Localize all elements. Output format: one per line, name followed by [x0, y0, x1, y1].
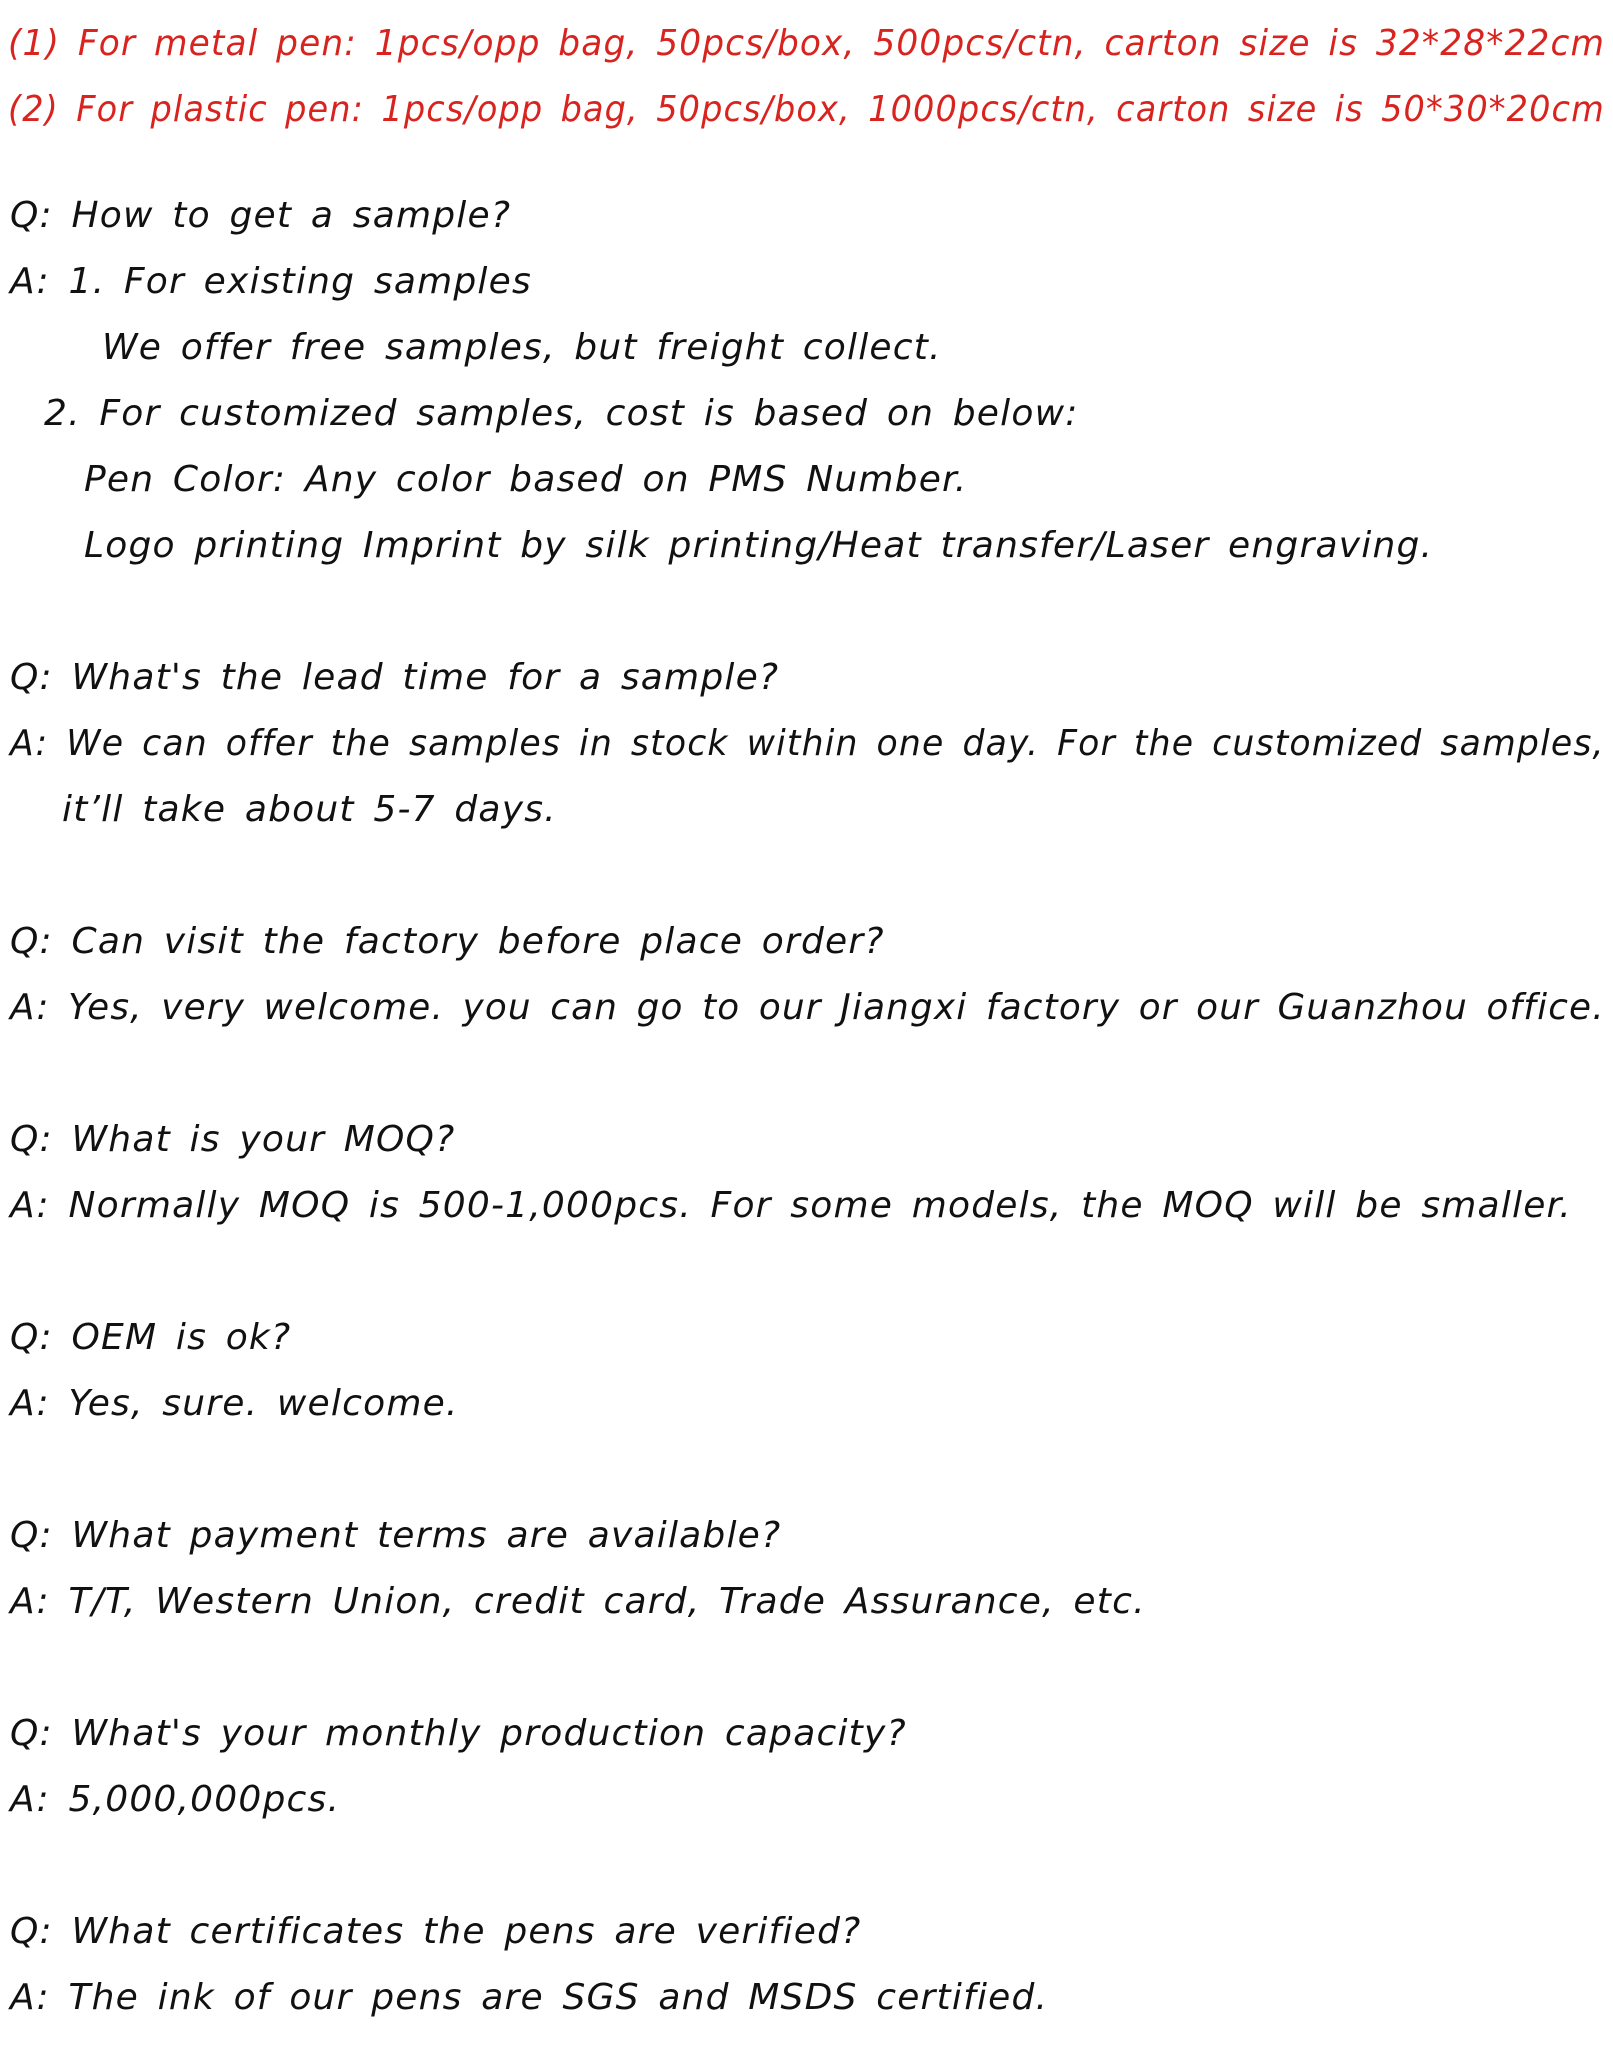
answer-sample-existing: A: 1. For existing samples — [10, 261, 532, 302]
question-payment-terms: Q: What payment terms are available? — [10, 1515, 782, 1556]
question-lead-time: Q: What's the lead time for a sample? — [10, 657, 780, 698]
question-oem: Q: OEM is ok? — [10, 1317, 292, 1358]
question-factory-visit: Q: Can visit the factory before place order? — [10, 921, 885, 962]
answer-production-capacity: A: 5,000,000pcs. — [10, 1779, 341, 1820]
answer-moq: A: Normally MOQ is 500-1,000pcs. For some models, the MOQ will be smaller. — [10, 1185, 1572, 1226]
answer-lead-time: A: We can offer the samples in stock within one day. For the customized samples, — [10, 723, 1605, 764]
question-moq: Q: What is your MOQ? — [10, 1119, 456, 1160]
question-production-capacity: Q: What's your monthly production capacity? — [10, 1713, 907, 1754]
question-sample: Q: How to get a sample? — [10, 195, 512, 236]
answer-oem: A: Yes, sure. welcome. — [10, 1383, 459, 1424]
answer-sample-existing-detail: We offer free samples, but freight collect. — [102, 327, 942, 368]
answer-certificates: A: The ink of our pens are SGS and MSDS certified. — [10, 1977, 1049, 2018]
answer-lead-time-continued: it’ll take about 5-7 days. — [62, 789, 557, 830]
question-certificates: Q: What certificates the pens are verified? — [10, 1911, 862, 1952]
answer-sample-logo-printing: Logo printing Imprint by silk printing/Heat transfer/Laser engraving. — [84, 525, 1434, 566]
packing-plastic-pen: (2) For plastic pen: 1pcs/opp bag, 50pcs/box, 1000pcs/ctn, carton size is 50*30*20cm — [8, 89, 1605, 130]
packing-metal-pen: (1) For metal pen: 1pcs/opp bag, 50pcs/box, 500pcs/ctn, carton size is 32*28*22cm — [8, 23, 1606, 64]
answer-payment-terms: A: T/T, Western Union, credit card, Trade Assurance, etc. — [10, 1581, 1146, 1622]
answer-factory-visit: A: Yes, very welcome. you can go to our Jiangxi factory or our Guanzhou office. — [10, 987, 1605, 1028]
answer-sample-customized: 2. For customized samples, cost is based on below: — [44, 393, 1079, 434]
answer-sample-pen-color: Pen Color: Any color based on PMS Number. — [84, 459, 968, 500]
